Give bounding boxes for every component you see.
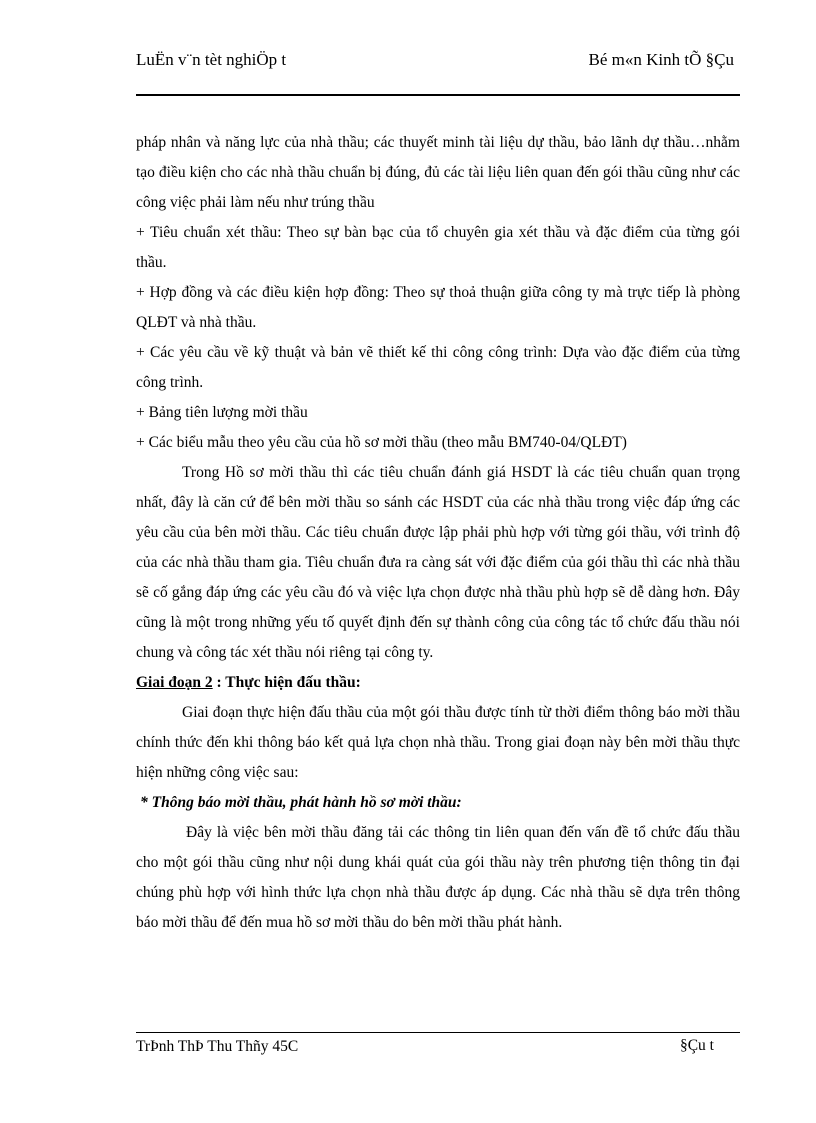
list-item: + Các yêu cầu về kỹ thuật và bản vẽ thiết kế thi công công trình: Dựa vào đặc điểm của từng công trình.: [136, 344, 740, 391]
page-header: [136, 48, 740, 96]
footer-author: TrÞnh ThÞ Thu Thñy 45C: [136, 1038, 299, 1055]
page-footer: [136, 1032, 740, 1055]
list-item: + Bảng tiên lượng mời thầu: [136, 404, 308, 421]
section-heading: [136, 668, 740, 698]
list-item: + Tiêu chuẩn xét thầu: Theo sự bàn bạc của tổ chuyên gia xét thầu và đặc điểm của từng gói thầu.: [136, 224, 740, 271]
paragraph: Giai đoạn thực hiện đấu thầu của một gói thầu được tính từ thời điểm thông báo mời thầu chính thức đến khi thông báo kết quả lựa chọn nhà thầu. Trong giai đoạn này bên mời thầu thực hiện những công việc sau:: [136, 704, 740, 781]
paragraph: pháp nhân và năng lực của nhà thầu; các thuyết minh tài liệu dự thầu, bảo lãnh dự thầu…nhằm tạo điều kiện cho các nhà thầu chuẩn bị đúng, đủ các tài liệu liên quan đến gói thầu cũng như các công việc phải làm nếu như trúng thầu: [136, 134, 740, 211]
section-heading-number: Giai đoạn 2: [136, 674, 213, 691]
footer-department: §Çu t: [679, 1037, 714, 1054]
subsection-heading: * Thông báo mời thầu, phát hành hồ sơ mời thầu:: [140, 794, 462, 811]
header-department-label: Bé m«n Kinh tÕ §Çu: [588, 50, 734, 69]
paragraph: Đây là việc bên mời thầu đăng tải các thông tin liên quan đến vấn đề tổ chức đấu thầu cho một gói thầu cũng như nội dung khái quát của gói thầu này trên phương tiện thông tin đại chúng phù hợp với hình thức lựa chọn nhà thầu được áp dụng. Các nhà thầu sẽ dựa trên thông báo mời thầu để đến mua hồ sơ mời thầu do bên mời thầu phát hành.: [136, 824, 740, 931]
section-heading-title: : Thực hiện đấu thầu:: [212, 674, 361, 691]
list-item: + Hợp đồng và các điều kiện hợp đồng: Theo sự thoả thuận giữa công ty mà trực tiếp là phòng QLĐT và nhà thầu.: [136, 284, 740, 331]
document-body: [136, 128, 740, 938]
paragraph: Trong Hồ sơ mời thầu thì các tiêu chuẩn đánh giá HSDT là các tiêu chuẩn quan trọng nhất, đây là căn cứ để bên mời thầu so sánh các HSDT của các nhà thầu trong việc đáp ứng các yêu cầu của bên mời thầu. Các tiêu chuẩn được lập phải phù hợp với từng gói thầu, với trình độ của các nhà thầu tham gia. Tiêu chuẩn đưa ra càng sát với đặc điểm của gói thầu thì các nhà thầu sẽ cố gắng đáp ứng các yêu cầu đó và việc lựa chọn được nhà thầu phù hợp sẽ dễ dàng hơn. Đây cũng là một trong những yếu tố quyết định đến sự thành công của công tác tổ chức đấu thầu nói chung và công tác xét thầu nói riêng tại công ty.: [136, 464, 740, 661]
list-item: + Các biểu mẫu theo yêu cầu của hồ sơ mời thầu (theo mẫu BM740-04/QLĐT): [136, 434, 627, 451]
header-thesis-label: LuËn v¨n tèt nghiÖp t: [136, 50, 287, 69]
